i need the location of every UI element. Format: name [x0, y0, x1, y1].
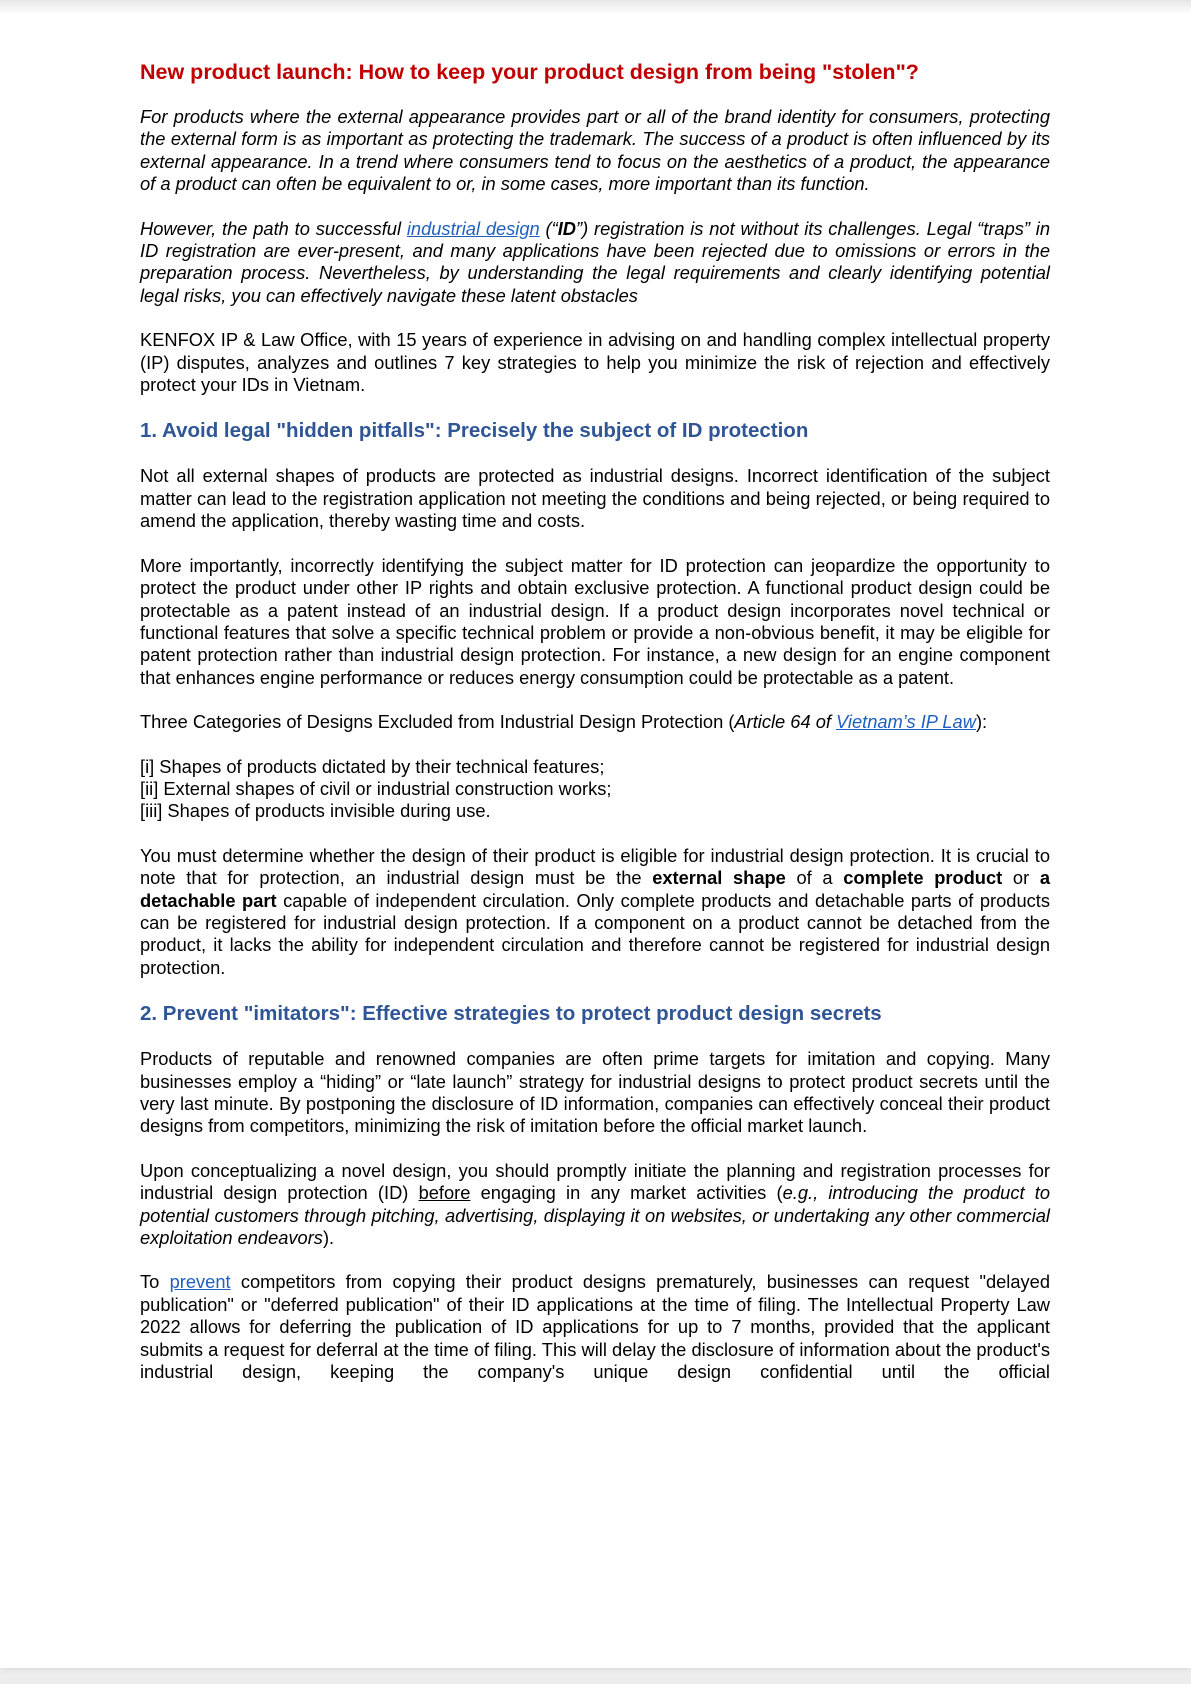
text-run: ): [975, 711, 988, 733]
text-run: engaging in any market activities ( [470, 1182, 783, 1204]
prevent-link[interactable]: prevent [169, 1271, 231, 1293]
article-reference: Article 64 of [734, 711, 837, 733]
industrial-design-link[interactable]: industrial design [406, 217, 540, 239]
kenfox-paragraph: KENFOX IP & Law Office, with 15 years of experience in advising on and handling complex intellectual property (IP) disputes, analyzes and outlines 7 key strategies to help you minimize the risk of rejection and effectively protect your IDs in Vietnam. [140, 329, 1050, 396]
id-challenges-paragraph [140, 218, 1050, 308]
text-run: or [1002, 867, 1040, 889]
text-run: (“ [539, 217, 558, 239]
excluded-categories-intro [140, 711, 1050, 733]
text-run: ). [322, 1227, 335, 1249]
underlined-text: before [418, 1182, 471, 1204]
list-item: [i] Shapes of products dictated by their technical features; [140, 755, 605, 777]
italic-text: e.g., introducing the product to potential customers through pitching, advertising, displaying it on websites, or undertaking any other commercial exploitation endeavors [140, 1182, 1051, 1249]
text-run: ”) registration is not without its challenges. Legal “traps” in ID registration are ever-present, and many applications have been rejected due to omissions or errors in the preparation process. Nevertheless, by understanding the legal requirements and clearly identifying potential legal risks, you can effectively navigate these latent obstacles [140, 217, 1051, 306]
section-1-paragraph-2: More importantly, incorrectly identifying the subject matter for ID protection can jeopardize the opportunity to protect the product under other IP rights and obtain exclusive protection. A functional product design could be protectable as a patent instead of an industrial design. If a product design incorporates novel technical or functional features that solve a specific technical problem or provide a non-obvious benefit, it may be eligible for patent protection rather than industrial design protection. For instance, a new design for an engine component that enhances engine performance or reduces energy consumption could be protectable as a patent. [140, 554, 1050, 688]
bold-text: a detachable part [140, 867, 1051, 911]
text-run: competitors from copying their product designs prematurely, businesses can request "delayed publication" or "deferred publication" of their ID applications at the time of filing. The Intellectual Property Law 2022 allows for deferring the publication of ID applications for up to 7 months, provided that the applicant submits a request for deferral at the time of filing. This will delay the disclosure of information about the product's industrial design, keeping the company's unique design confidential until the official [140, 1271, 1050, 1383]
id-abbreviation: ID [557, 217, 576, 239]
intro-paragraph: For products where the external appearance provides part or all of the brand identity for consumers, protecting the external form is as important as protecting the trademark. The success of a product is often influenced by its external appearance. In a trend where consumers tend to focus on the aesthetics of a product, the appearance of a product can often be equivalent to or, in some cases, more important than its function. [140, 106, 1050, 195]
page-top-shadow [0, 0, 1191, 14]
text-run: Upon conceptualizing a novel design, you should promptly initiate the planning and registration processes for industrial design protection (ID) [140, 1159, 1050, 1204]
list-item: [ii] External shapes of civil or industrial construction works; [140, 777, 612, 799]
document-body [140, 58, 1050, 1405]
text-run: of a [785, 867, 844, 889]
text-run: capable of independent circulation. Only complete products and detachable parts of products can be registered for industrial design protection. If a component on a product cannot be detached from the product, it lacks the ability for independent circulation and therefore cannot be registered for industrial design protection. [140, 889, 1050, 978]
section-1-paragraph-1: Not all external shapes of products are protected as industrial designs. Incorrect identification of the subject matter can lead to the registration application not meeting the conditions and being rejected, or being required to amend the application, thereby wasting time and costs. [140, 465, 1050, 532]
bold-text: external shape [652, 867, 786, 889]
text-run: You must determine whether the design of their product is eligible for industrial design protection. It is crucial to note that for protection, an industrial design must be the [140, 844, 1050, 889]
text-run: However, the path to successful [140, 217, 407, 239]
list-item: [iii] Shapes of products invisible during use. [140, 800, 491, 822]
article-title: New product launch: How to keep your product design from being "stolen"? [140, 60, 919, 84]
text-run: Three Categories of Designs Excluded from Industrial Design Protection ( [140, 711, 735, 733]
vietnam-ip-law-link[interactable]: Vietnam’s IP Law [836, 711, 976, 733]
bold-text: complete product [843, 867, 1003, 889]
eligibility-paragraph [140, 845, 1050, 979]
section-2-paragraph-1: Products of reputable and renowned companies are often prime targets for imitation and copying. Many businesses employ a “hiding” or “late launch” strategy for industrial designs to protect product secrets until the very last minute. By postponing the disclosure of ID information, companies can effectively conceal their product designs from competitors, minimizing the risk of imitation before the official market launch. [140, 1048, 1050, 1137]
excluded-categories-list [140, 756, 1050, 823]
section-2-paragraph-3 [140, 1271, 1050, 1383]
section-2-heading: 2. Prevent "imitators": Effective strategies to protect product design secrets [140, 1002, 882, 1026]
section-2-paragraph-2 [140, 1160, 1050, 1250]
section-1-heading: 1. Avoid legal "hidden pitfalls": Precisely the subject of ID protection [140, 419, 809, 443]
text-run: To [140, 1271, 170, 1293]
